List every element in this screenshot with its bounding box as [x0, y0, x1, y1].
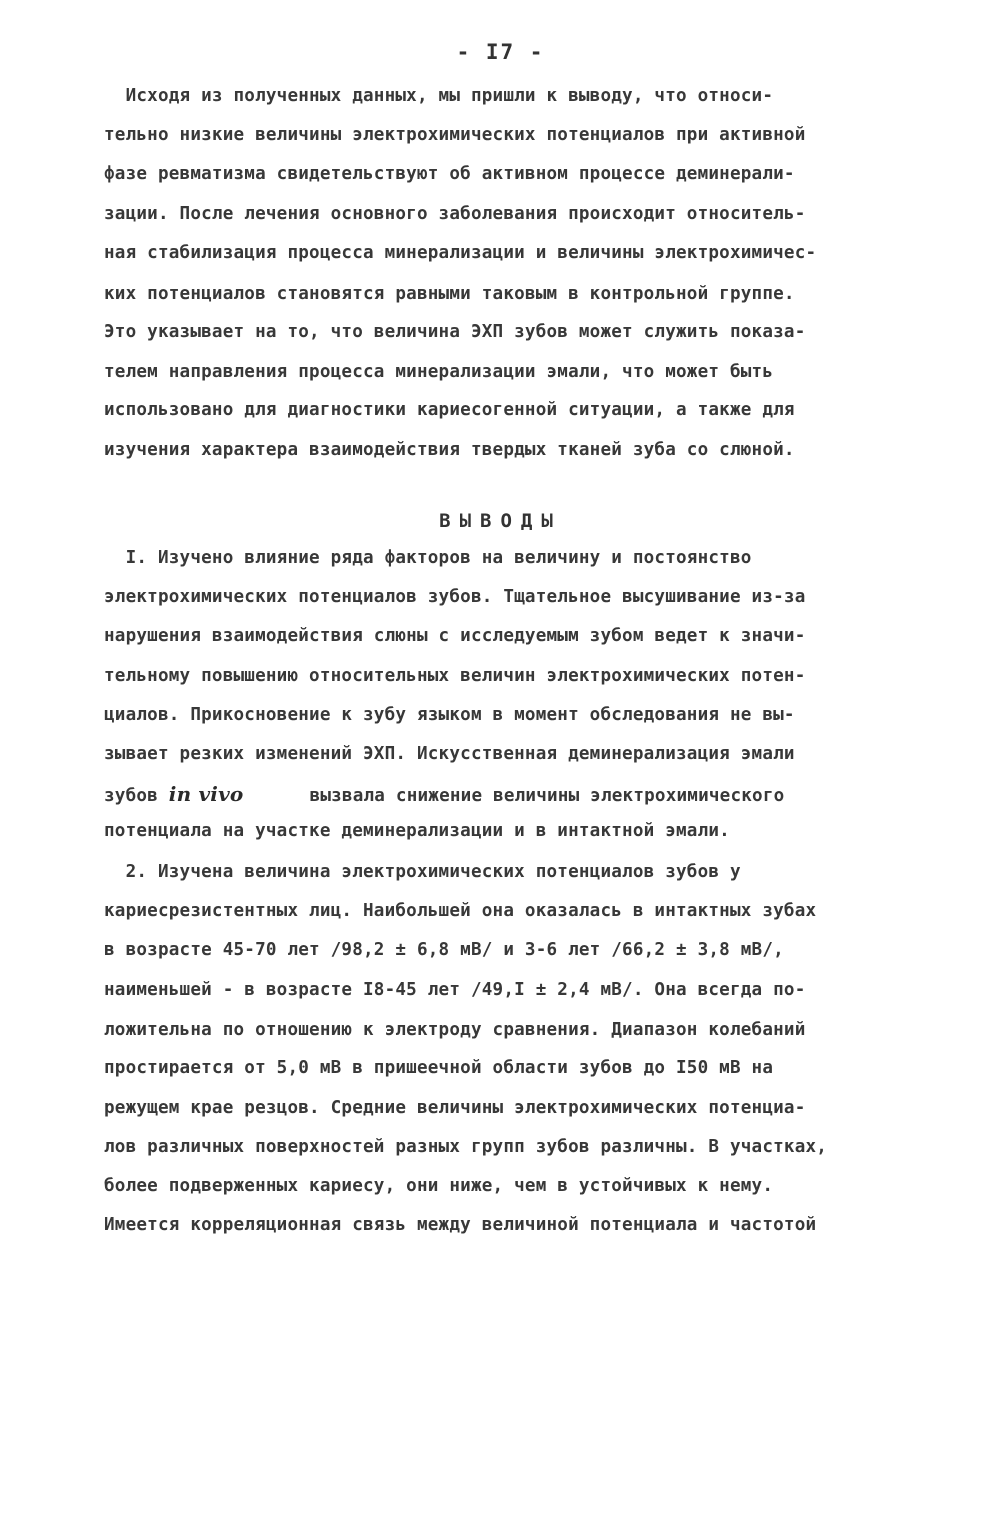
text-line: телем направления процесса минерализации эмали, что может быть	[104, 362, 774, 382]
section-heading: ВЫВОДЫ	[439, 510, 562, 532]
text-line: лов различных поверхностей разных групп зубов различны. В участках,	[104, 1137, 828, 1157]
text-line: режущем крае резцов. Средние величины электрохимических потенциа-	[104, 1098, 806, 1118]
text-line: фазе ревматизма свидетельствуют об активном процессе деминерали-	[104, 164, 795, 184]
text-line: изучения характера взаимодействия твердых тканей зуба со слюной.	[104, 440, 795, 460]
text-line: циалов. Прикосновение к зубу языком в момент обследования не вы-	[104, 705, 795, 725]
text-line: ная стабилизация процесса минерализации и величины электрохимичес-	[104, 243, 817, 263]
handwritten-insertion: in vivo	[168, 782, 244, 806]
text-line: более подверженных кариесу, они ниже, чем в устойчивых к нему.	[104, 1176, 774, 1196]
text-line: ложительна по отношению к электроду сравнения. Диапазон колебаний	[104, 1020, 806, 1040]
text-fragment: зубов	[104, 786, 169, 806]
text-line: зации. После лечения основного заболевания происходит относитель-	[104, 204, 806, 224]
text-line: Имеется корреляционная связь между величиной потенциала и частотой	[104, 1215, 817, 1235]
text-line: зывает резких изменений ЭХП. Искусственная деминерализация эмали	[104, 744, 795, 764]
page-number: - I7 -	[456, 40, 545, 64]
text-line-handwritten	[104, 784, 784, 806]
text-line: нарушения взаимодействия слюны с исследуемым зубом ведет к значи-	[104, 626, 806, 646]
text-line: Это указывает на то, что величина ЭХП зубов может служить показа-	[104, 322, 806, 342]
text-line: 2. Изучена величина электрохимических потенциалов зубов у	[104, 862, 741, 882]
text-line: I. Изучено влияние ряда факторов на величину и постоянство	[104, 548, 752, 568]
text-line: ких потенциалов становятся равными таковым в контрольной группе.	[104, 284, 795, 304]
text-fragment: вызвала снижение величины электрохимического	[298, 786, 785, 806]
text-line: кариесрезистентных лиц. Наибольшей она оказалась в интактных зубах	[104, 901, 817, 921]
text-line: электрохимических потенциалов зубов. Тщательное высушивание из-за	[104, 587, 806, 607]
text-line: потенциала на участке деминерализации и в интактной эмали.	[104, 821, 730, 841]
text-line: использовано для диагностики кариесогенной ситуации, а также для	[104, 400, 795, 420]
text-line: тельно низкие величины электрохимических потенциалов при активной	[104, 125, 806, 145]
text-line: Исходя из полученных данных, мы пришли к выводу, что относи-	[104, 86, 774, 106]
text-line: тельному повышению относительных величин электрохимических потен-	[104, 666, 806, 686]
text-line: наименьшей - в возрасте I8-45 лет /49,I ± 2,4 мВ/. Она всегда по-	[104, 980, 806, 1000]
text-line: в возрасте 45-70 лет /98,2 ± 6,8 мВ/ и 3-6 лет /66,2 ± 3,8 мВ/,	[104, 940, 784, 960]
text-line: простирается от 5,0 мВ в пришеечной области зубов до I50 мВ на	[104, 1058, 774, 1078]
